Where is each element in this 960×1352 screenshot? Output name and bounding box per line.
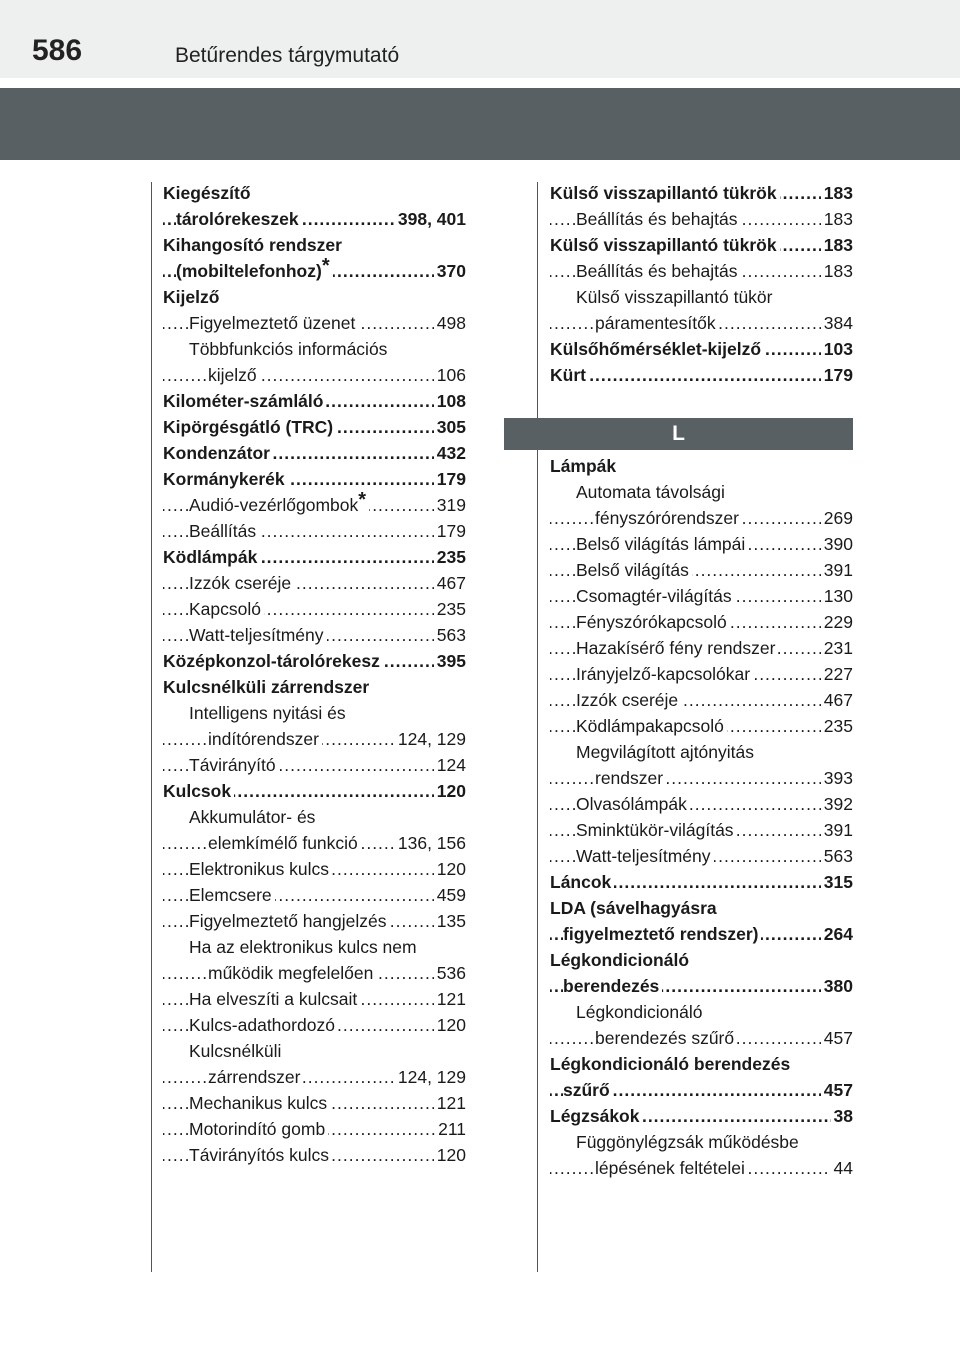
entry-term-text: Belső világítás lámpái <box>576 534 746 554</box>
index-entry <box>550 1155 853 1181</box>
entry-term <box>576 1132 799 1152</box>
entry-page-ref: 305 <box>434 414 466 440</box>
index-entry <box>550 479 853 505</box>
entry-term-text: Légzsákok <box>550 1106 640 1126</box>
entry-page-ref: 457 <box>821 1077 853 1103</box>
index-entry <box>163 882 466 908</box>
entry-page-ref: 183 <box>821 206 853 232</box>
entry-term <box>576 742 754 762</box>
entry-page-ref: 380 <box>821 973 853 999</box>
entry-term <box>176 258 333 281</box>
entry-term <box>189 755 279 775</box>
entry-term <box>563 924 761 944</box>
entry-page-ref: 392 <box>821 791 853 817</box>
entry-term-text: LDA (sávelhagyásra <box>550 898 717 918</box>
index-entry <box>163 778 466 804</box>
index-entry <box>163 1012 466 1038</box>
entry-term <box>550 1054 790 1074</box>
index-entry <box>550 817 853 843</box>
entry-term <box>189 492 369 515</box>
entry-term <box>576 586 735 606</box>
entry-term <box>176 209 302 229</box>
entry-term <box>576 612 730 632</box>
index-entry <box>163 752 466 778</box>
entry-term <box>189 1119 328 1139</box>
index-entry <box>163 648 466 674</box>
entry-term-text: Figyelmeztető üzenet <box>189 313 356 333</box>
entry-page-ref: 183 <box>821 232 853 258</box>
entry-term-text: Olvasólámpák <box>576 794 687 814</box>
index-entry <box>163 960 466 986</box>
entry-term <box>576 664 753 684</box>
index-entry <box>163 1142 466 1168</box>
index-entry <box>163 1116 466 1142</box>
entry-term <box>163 417 336 437</box>
entry-term-text: Külső visszapillantó tükör <box>576 287 773 307</box>
entry-term-text: Csomagtér-világítás <box>576 586 732 606</box>
entry-term-text: Láncok <box>550 872 612 892</box>
entry-term-text: Ha elveszíti a kulcsait <box>189 989 358 1009</box>
entry-term-text: Automata távolsági <box>576 482 725 502</box>
entry-term <box>208 1067 303 1087</box>
entry-term <box>163 469 288 489</box>
entry-term <box>550 235 780 255</box>
index-entry <box>550 258 853 284</box>
footnote-star: * <box>358 492 367 511</box>
entry-term-text: Távirányító <box>189 755 276 775</box>
entry-page-ref: 135 <box>434 908 466 934</box>
entry-page-ref: 120 <box>434 856 466 882</box>
entry-term <box>595 1028 737 1048</box>
entry-term-text: Többfunkciós információs <box>189 339 388 359</box>
entry-page-ref: 124 <box>434 752 466 778</box>
index-entry <box>550 583 853 609</box>
entry-term-text: Elektronikus kulcs <box>189 859 330 879</box>
entry-term-text: rendszer <box>595 768 664 788</box>
entry-term <box>563 1080 613 1100</box>
entry-term-text: Külső visszapillantó tükrök <box>550 235 777 255</box>
entry-term-text: berendezés szűrő <box>595 1028 735 1048</box>
entry-term-text: Fényszórókapcsoló <box>576 612 727 632</box>
entry-page-ref: 432 <box>434 440 466 466</box>
entry-page-ref: 235 <box>821 713 853 739</box>
entry-term <box>576 794 690 814</box>
entry-term-text: működik megfelelően <box>208 963 374 983</box>
entry-page-ref: 231 <box>821 635 853 661</box>
index-entry <box>550 505 853 531</box>
entry-term <box>163 183 251 203</box>
entry-term-text: Hazakísérő fény rendszer <box>576 638 776 658</box>
index-entry <box>550 999 853 1025</box>
entry-page-ref: 120 <box>434 778 466 804</box>
header-band <box>0 88 960 160</box>
index-entry <box>550 336 853 362</box>
entry-term-text: Kijelző <box>163 287 220 307</box>
entry-term-text: Külsőhőmérséklet-kijelző <box>550 339 762 359</box>
index-entries-l <box>550 453 853 1181</box>
entry-term <box>550 365 589 385</box>
entry-term-text: Beállítás és behajtás <box>576 209 738 229</box>
entry-page-ref: 398, 401 <box>395 206 466 232</box>
entry-page-ref: 264 <box>821 921 853 947</box>
entry-term-text: Kondenzátor <box>163 443 270 463</box>
entry-term <box>189 573 294 593</box>
entry-term <box>576 534 748 554</box>
entry-term-text: Kulcs-adathordozó <box>189 1015 335 1035</box>
entry-page-ref: 235 <box>434 544 466 570</box>
entry-page-ref: 229 <box>821 609 853 635</box>
index-entry <box>550 635 853 661</box>
entry-term-text: Mechanikus kulcs <box>189 1093 328 1113</box>
entry-term <box>189 1093 330 1113</box>
index-entries-k <box>550 180 853 388</box>
entry-page-ref: 498 <box>434 310 466 336</box>
entry-term <box>189 989 360 1009</box>
entry-term <box>550 872 614 892</box>
entry-page-ref: 393 <box>821 765 853 791</box>
entry-term <box>189 859 332 879</box>
entry-term-text: Kulcsok <box>163 781 232 801</box>
entry-page-ref: 269 <box>821 505 853 531</box>
index-entry <box>163 570 466 596</box>
entry-term <box>189 1145 332 1165</box>
entry-term-text: páramentesítők <box>595 313 716 333</box>
entry-term-text: Függönylégzsák működésbe <box>576 1132 799 1152</box>
entry-term-text: Lámpák <box>550 456 617 476</box>
index-entry <box>550 1051 853 1077</box>
entry-term <box>576 690 681 710</box>
entry-term-text: Kürt <box>550 365 586 385</box>
index-entry <box>163 1090 466 1116</box>
entry-term-text: Kihangosító rendszer <box>163 235 342 255</box>
index-entry <box>163 622 466 648</box>
entry-term-text: Kulcsnélküli <box>189 1041 282 1061</box>
entry-term-text: figyelmeztető rendszer) <box>563 924 759 944</box>
entry-term-text: kijelző <box>208 365 257 385</box>
index-entry <box>163 544 466 570</box>
entry-term <box>189 1041 281 1061</box>
index-entry <box>163 856 466 882</box>
index-entry <box>163 414 466 440</box>
index-entry <box>550 609 853 635</box>
entry-term <box>189 807 315 827</box>
entry-page-ref: 106 <box>434 362 466 388</box>
entry-term <box>576 261 741 281</box>
entry-page-ref: 179 <box>821 362 853 388</box>
entry-term <box>189 313 358 333</box>
index-column-left <box>163 180 466 1168</box>
index-entry <box>550 557 853 583</box>
index-entry <box>550 739 853 765</box>
index-entry <box>550 843 853 869</box>
entry-term <box>189 339 387 359</box>
entry-page-ref: 121 <box>434 986 466 1012</box>
index-entry <box>163 726 466 752</box>
entry-term <box>163 677 369 697</box>
entry-page-ref: 183 <box>821 258 853 284</box>
entry-term-text: Légkondicionáló berendezés <box>550 1054 791 1074</box>
index-entry <box>163 1064 466 1090</box>
entry-term-text: Kapcsoló <box>189 599 261 619</box>
entry-term <box>189 885 275 905</box>
entry-term-text: Középkonzol-tárolórekesz <box>163 651 380 671</box>
index-entry <box>550 362 853 388</box>
entry-term-text: Kulcsnélküli zárrendszer <box>163 677 370 697</box>
index-entry <box>163 284 466 310</box>
entry-page-ref: 395 <box>434 648 466 674</box>
entry-term-text: berendezés <box>563 976 660 996</box>
entry-term <box>208 963 376 983</box>
entry-term-text: Beállítás és behajtás <box>576 261 738 281</box>
index-entry <box>163 908 466 934</box>
entry-page-ref: 235 <box>434 596 466 622</box>
entry-term-text: Intelligens nyitási és <box>189 703 346 723</box>
index-entry <box>163 440 466 466</box>
entry-page-ref: 103 <box>821 336 853 362</box>
entry-term <box>208 833 361 853</box>
entry-page-ref: 38 <box>831 1103 853 1129</box>
index-entry <box>163 804 466 830</box>
index-entry <box>550 947 853 973</box>
index-entry <box>550 869 853 895</box>
entry-page-ref: 227 <box>821 661 853 687</box>
entry-page-ref: 179 <box>434 466 466 492</box>
entry-term-text: Watt-teljesítmény <box>576 846 711 866</box>
entry-page-ref: 459 <box>434 882 466 908</box>
entry-term <box>189 1015 338 1035</box>
entry-term <box>576 560 692 580</box>
entry-page-ref: 467 <box>821 687 853 713</box>
entry-term-text: lépésének feltételei <box>595 1158 745 1178</box>
index-entry <box>550 661 853 687</box>
entry-term <box>550 456 616 476</box>
entry-term-text: zárrendszer <box>208 1067 301 1087</box>
index-entry <box>163 466 466 492</box>
entry-term-text: (mobiltelefonhoz) <box>176 261 322 281</box>
index-entry <box>550 1103 853 1129</box>
entry-term <box>576 287 772 307</box>
index-entry <box>550 973 853 999</box>
entry-term <box>576 820 737 840</box>
entry-term-text: Sminktükör-világítás <box>576 820 734 840</box>
entry-term <box>189 937 417 957</box>
entry-page-ref: 124, 129 <box>395 1064 466 1090</box>
entry-term-text: Izzók cseréje <box>576 690 679 710</box>
entry-term <box>595 508 742 528</box>
entry-term <box>550 950 689 970</box>
entry-term-text: Belső világítás <box>576 560 689 580</box>
entry-term <box>576 209 741 229</box>
index-entry <box>550 284 853 310</box>
entry-term <box>595 768 666 788</box>
entry-term <box>163 235 342 255</box>
entry-term-text: Akkumulátor- és <box>189 807 316 827</box>
index-entry <box>163 388 466 414</box>
entry-page-ref: 390 <box>821 531 853 557</box>
index-entry <box>163 206 466 232</box>
page-title: Betűrendes tárgymutató <box>175 44 400 67</box>
index-entry <box>163 180 466 206</box>
entry-page-ref: 120 <box>434 1012 466 1038</box>
index-column-right <box>550 180 853 1181</box>
index-entry <box>550 206 853 232</box>
entry-term <box>550 339 764 359</box>
index-entry <box>163 310 466 336</box>
entry-page-ref: 120 <box>434 1142 466 1168</box>
entry-term <box>576 1002 703 1022</box>
entry-page-ref: 315 <box>821 869 853 895</box>
entry-page-ref: 384 <box>821 310 853 336</box>
index-entry <box>550 310 853 336</box>
index-entry <box>163 336 466 362</box>
index-entry <box>163 674 466 700</box>
entry-term-text: Kiegészítő <box>163 183 251 203</box>
entry-term <box>563 976 662 996</box>
entry-term <box>208 365 260 385</box>
entry-page-ref: 179 <box>434 518 466 544</box>
entry-term <box>595 1158 748 1178</box>
entry-term <box>576 638 778 658</box>
index-entry <box>163 700 466 726</box>
footnote-star: * <box>321 258 330 277</box>
entry-page-ref: 211 <box>435 1116 466 1142</box>
entry-term <box>208 729 322 749</box>
index-entry <box>163 232 466 258</box>
column-divider-left <box>151 182 152 1272</box>
entry-term <box>576 716 727 736</box>
entry-page-ref: 391 <box>821 557 853 583</box>
entry-page-ref: 130 <box>821 583 853 609</box>
page-header <box>0 0 960 78</box>
entry-page-ref: 136, 156 <box>395 830 466 856</box>
entry-term <box>163 443 273 463</box>
entry-term-text: Légkondicionáló <box>550 950 690 970</box>
entry-term <box>550 898 717 918</box>
entry-term-text: Távirányítós kulcs <box>189 1145 330 1165</box>
entry-term <box>163 547 260 567</box>
index-entry <box>550 232 853 258</box>
entry-term-text: tárolórekeszek <box>176 209 299 229</box>
entry-page-ref: 121 <box>434 1090 466 1116</box>
entry-page-ref: 457 <box>821 1025 853 1051</box>
index-entry <box>550 531 853 557</box>
entry-term-text: Audió-vezérlőgombok <box>189 495 359 515</box>
entry-term <box>189 703 346 723</box>
entry-term-text: Kilométer-számláló <box>163 391 324 411</box>
entry-term-text: Izzók cseréje <box>189 573 292 593</box>
entry-term <box>550 1106 642 1126</box>
entry-term-text: indítórendszer <box>208 729 319 749</box>
entry-term <box>576 482 725 502</box>
entry-page-ref: 319 <box>434 492 466 518</box>
index-entry <box>163 830 466 856</box>
index-entry <box>550 895 853 921</box>
index-entry <box>163 362 466 388</box>
entry-term-text: Kipörgésgátló (TRC) <box>163 417 334 437</box>
entry-term <box>163 651 383 671</box>
entry-term-text: Motorindító gomb <box>189 1119 326 1139</box>
index-entry <box>163 258 466 284</box>
entry-term <box>550 183 780 203</box>
entry-term-text: Ködlámpakapcsoló <box>576 716 724 736</box>
index-entry <box>163 596 466 622</box>
entry-page-ref: 370 <box>434 258 466 284</box>
entry-page-ref: 124, 129 <box>395 726 466 752</box>
entry-term-text: Figyelmeztető hangjelzés <box>189 911 387 931</box>
entry-page-ref: 44 <box>831 1155 853 1181</box>
entry-term-text: elemkímélő funkció <box>208 833 358 853</box>
index-entry <box>550 687 853 713</box>
entry-term-text: Megvilágított ajtónyitás <box>576 742 755 762</box>
entry-term <box>163 781 234 801</box>
index-entry <box>550 791 853 817</box>
entry-page-ref: 183 <box>821 180 853 206</box>
index-entry <box>163 1038 466 1064</box>
entry-term <box>189 911 389 931</box>
column-divider-right <box>537 182 538 1272</box>
entry-page-ref: 563 <box>821 843 853 869</box>
entry-page-ref: 563 <box>434 622 466 648</box>
entry-term <box>595 313 719 333</box>
entry-term <box>576 846 714 866</box>
index-entry <box>163 492 466 518</box>
entry-term <box>189 521 259 541</box>
index-entry <box>550 180 853 206</box>
index-entry <box>163 934 466 960</box>
entry-term-text: Irányjelző-kapcsolókar <box>576 664 751 684</box>
entry-term-text: fényszórórendszer <box>595 508 739 528</box>
entry-term-text: Beállítás <box>189 521 257 541</box>
entry-page-ref: 108 <box>434 388 466 414</box>
page-number: 586 <box>32 34 83 67</box>
entry-page-ref: 536 <box>434 960 466 986</box>
entry-term <box>189 625 327 645</box>
entry-term <box>163 287 219 307</box>
index-entry <box>550 1025 853 1051</box>
index-entry <box>550 1129 853 1155</box>
index-entry <box>550 453 853 479</box>
entry-term-text: Kormánykerék <box>163 469 285 489</box>
section-header-l: L <box>504 418 853 450</box>
index-entry <box>163 518 466 544</box>
entry-term-text: Ködlámpák <box>163 547 258 567</box>
entry-term-text: Külső visszapillantó tükrök <box>550 183 777 203</box>
index-entry <box>550 921 853 947</box>
index-entry <box>163 986 466 1012</box>
entry-term <box>163 391 326 411</box>
entry-term-text: szűrő <box>563 1080 610 1100</box>
entry-term-text: Watt-teljesítmény <box>189 625 324 645</box>
index-entry <box>550 713 853 739</box>
entry-page-ref: 467 <box>434 570 466 596</box>
entry-term-text: Ha az elektronikus kulcs nem <box>189 937 417 957</box>
entry-page-ref: 391 <box>821 817 853 843</box>
index-entry <box>550 1077 853 1103</box>
entry-term-text: Légkondicionáló <box>576 1002 703 1022</box>
entry-term <box>189 599 264 619</box>
index-entry <box>550 765 853 791</box>
entry-term-text: Elemcsere <box>189 885 272 905</box>
